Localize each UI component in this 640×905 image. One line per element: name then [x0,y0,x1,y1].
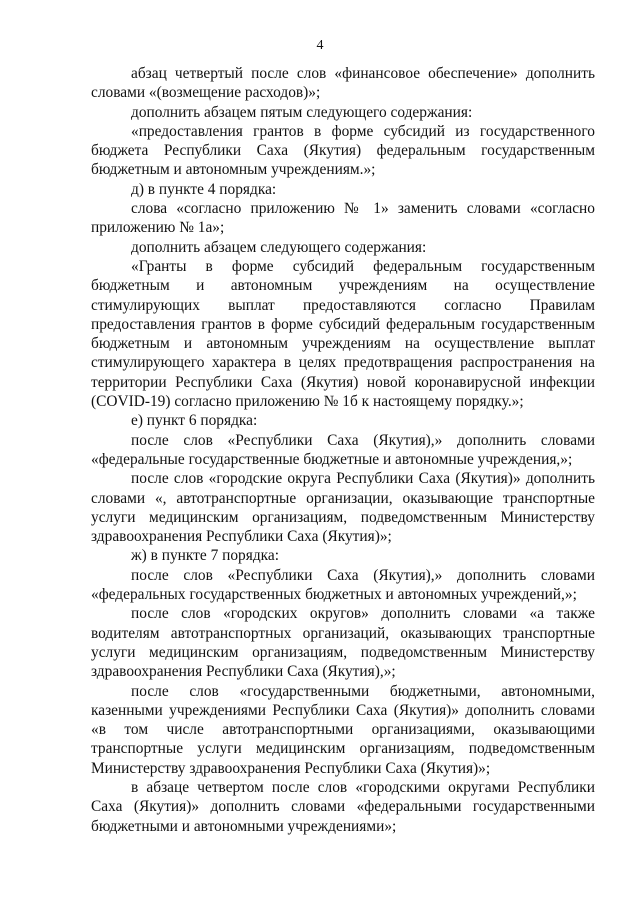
paragraph: после слов «государственными бюджетными, автономными, казенными учреждениями Республики Саха (Якутия)» дополнить словами «в том числе автотранспортными организациями, оказывающими транспортные услуги медицинским организациям, подведомственным Министерству здравоохранения Республики Саха (Якутия)»; [91,682,595,777]
paragraph: е) пункт 6 порядка: [131,412,258,430]
paragraph: дополнить абзацем пятым следующего содержания: [131,103,473,121]
paragraph: дополнить абзацем следующего содержания: [131,238,427,256]
paragraph: после слов «городских округов» дополнить словами «а также водителям автотранспортных организаций, оказывающих транспортные услуги медицинским организациям, подведомственным Министерству здравоохранения Республики Саха (Якутия),»; [91,605,595,681]
paragraph: после слов «Республики Саха (Якутия),» дополнить словами «федеральных государственных бюджетных и автономных учреждений,»; [91,566,595,604]
paragraph: абзац четвертый после слов «финансовое обеспечение» дополнить словами «(возмещение расходов)»; [91,65,595,102]
paragraph: ж) в пункте 7 порядка: [131,547,279,565]
paragraph: после слов «Республики Саха (Якутия),» дополнить словами «федеральные государственные бюджетные и автономные учреждения,»; [91,431,595,468]
paragraph: после слов «городские округа Республики Саха (Якутия)» дополнить словами «, автотранспортные организации, оказывающие транспортные услуги медицинским организациям, подведомственным Министерству здравоохранения Республики Саха (Якутия)»; [91,470,595,546]
paragraph: д) в пункте 4 порядка: [131,180,277,198]
page-number: 4 [316,38,324,53]
paragraph: «предоставления грантов в форме субсидий из государственного бюджета Республики Саха (Якутия) федеральным государственным бюджетным и автономным учреждениям.»; [91,122,595,179]
paragraph: «Гранты в форме субсидий федеральным государственным бюджетным и автономным учреждениям на осуществление стимулирующих выплат предоставляются согласно Правилам предоставления грантов в форме субсидий федеральным государственным бюджетным и автономным учреждениям на осуществление выплат стимулирующего характера в целях предотвращения распространения на территории Республики Саха (Якутия) новой коронавирусной инфекции (COVID-19) согласно приложению № 1б к настоящему порядку.»; [91,257,595,411]
paragraph: слова «согласно приложению № 1» заменить словами «согласно приложению № 1а»; [91,200,595,237]
document-body [91,64,595,836]
paragraph: в абзаце четвертом после слов «городскими округами Республики Саха (Якутия)» дополнить словами «федеральными государственными бюджетными и автономными учреждениями»; [91,778,595,835]
